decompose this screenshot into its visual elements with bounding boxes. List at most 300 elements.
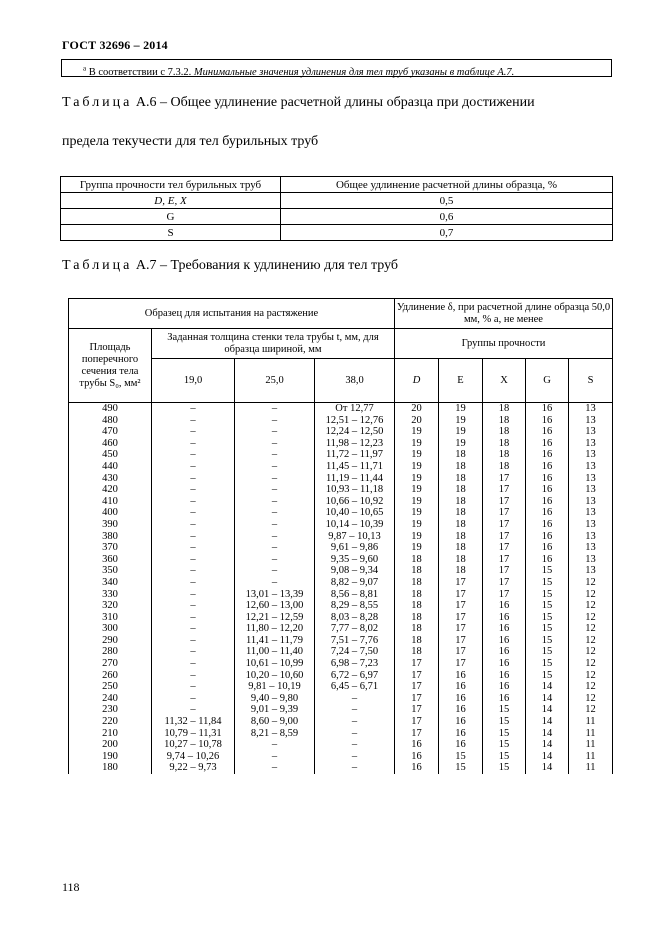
group-s-cell: 11 (569, 728, 613, 740)
group-g-cell: 16 (526, 473, 569, 485)
group-e-cell: 16 (439, 739, 483, 751)
group-x-cell: 16 (483, 612, 526, 624)
group-x-cell: 18 (483, 449, 526, 461)
group-x-cell: 16 (483, 623, 526, 635)
group-x-cell: 17 (483, 519, 526, 531)
wall-19-cell: – (152, 554, 235, 566)
group-g-cell: 16 (526, 531, 569, 543)
group-g-cell: 14 (526, 751, 569, 763)
group-d-cell: 19 (395, 473, 439, 485)
wall-19-cell: – (152, 426, 235, 438)
group-g-cell: 16 (526, 426, 569, 438)
table7-caption (62, 258, 398, 274)
group-e-cell: 17 (439, 623, 483, 635)
footnote-text: В соответствии с 7.3.2. (86, 66, 194, 78)
wall-38-cell: 11,72 – 11,97 (315, 449, 395, 461)
group-x-cell: 16 (483, 693, 526, 705)
wall-19-cell: – (152, 589, 235, 601)
group-x-cell: 18 (483, 461, 526, 473)
header-width-19: 19,0 (152, 359, 235, 403)
group-d-cell: 19 (395, 542, 439, 554)
group-s-cell: 13 (569, 438, 613, 450)
group-d-cell: 16 (395, 751, 439, 763)
group-e-cell: 18 (439, 496, 483, 508)
wall-19-cell: – (152, 403, 235, 415)
header-elongation: Удлинение δ, при расчетной длине образца 50,0 мм, % а, не менее (395, 299, 613, 329)
group-s-cell: 13 (569, 531, 613, 543)
group-g-cell: 15 (526, 577, 569, 589)
wall-25-cell: – (235, 542, 315, 554)
wall-38-cell: – (315, 693, 395, 705)
area-cell: 200 (69, 739, 152, 751)
wall-25-cell: – (235, 739, 315, 751)
table-row (69, 507, 613, 519)
area-cell: 270 (69, 658, 152, 670)
area-cell: 470 (69, 426, 152, 438)
area-cell: 290 (69, 635, 152, 647)
wall-19-cell: 9,22 – 9,73 (152, 762, 235, 774)
table7 (68, 298, 613, 774)
group-e-cell: 16 (439, 704, 483, 716)
wall-19-cell: – (152, 484, 235, 496)
area-cell: 260 (69, 670, 152, 682)
group-x-cell: 17 (483, 554, 526, 566)
wall-38-cell: От 12,77 (315, 403, 395, 415)
table-row (69, 461, 613, 473)
group-x-cell: 17 (483, 507, 526, 519)
wall-38-cell: 10,66 – 10,92 (315, 496, 395, 508)
wall-38-cell: 8,82 – 9,07 (315, 577, 395, 589)
area-cell: 380 (69, 531, 152, 543)
group-s-cell: 11 (569, 716, 613, 728)
page-header: ГОСТ 32696 – 2014 (62, 38, 168, 52)
group-s-cell: 11 (569, 739, 613, 751)
table-row (69, 426, 613, 438)
wall-38-cell: 8,56 – 8,81 (315, 589, 395, 601)
table-row (69, 646, 613, 658)
group-s-cell: 12 (569, 670, 613, 682)
area-cell: 440 (69, 461, 152, 473)
table7-caption-text: А.7 – Требования к удлинению для тел труб (135, 258, 399, 273)
group-x-cell: 17 (483, 542, 526, 554)
wall-38-cell: 10,40 – 10,65 (315, 507, 395, 519)
table6-group-cell: G (61, 209, 281, 225)
group-s-cell: 13 (569, 565, 613, 577)
wall-19-cell: – (152, 496, 235, 508)
table-row (69, 728, 613, 740)
wall-25-cell: – (235, 762, 315, 774)
group-e-cell: 16 (439, 681, 483, 693)
group-g-cell: 16 (526, 403, 569, 415)
wall-25-cell: – (235, 484, 315, 496)
area-cell: 420 (69, 484, 152, 496)
wall-19-cell: – (152, 658, 235, 670)
group-s-cell: 13 (569, 542, 613, 554)
wall-25-cell: – (235, 473, 315, 485)
group-d-cell: 16 (395, 739, 439, 751)
table-row (69, 589, 613, 601)
group-e-cell: 16 (439, 728, 483, 740)
group-g-cell: 16 (526, 438, 569, 450)
group-s-cell: 13 (569, 496, 613, 508)
table6-value-cell: 0,5 (281, 193, 613, 209)
group-d-cell: 18 (395, 623, 439, 635)
group-e-cell: 18 (439, 449, 483, 461)
group-s-cell: 13 (569, 484, 613, 496)
group-e-cell: 16 (439, 693, 483, 705)
group-e-cell: 19 (439, 438, 483, 450)
group-g-cell: 15 (526, 565, 569, 577)
table-row (69, 739, 613, 751)
wall-19-cell: 11,32 – 11,84 (152, 716, 235, 728)
group-x-cell: 15 (483, 739, 526, 751)
table-row (69, 403, 613, 415)
wall-19-cell: – (152, 635, 235, 647)
table-row (61, 225, 613, 241)
group-g-cell: 16 (526, 415, 569, 427)
wall-25-cell: 9,40 – 9,80 (235, 693, 315, 705)
area-cell: 330 (69, 589, 152, 601)
group-x-cell: 17 (483, 496, 526, 508)
wall-19-cell: – (152, 473, 235, 485)
wall-19-cell: 9,74 – 10,26 (152, 751, 235, 763)
group-e-cell: 15 (439, 751, 483, 763)
group-s-cell: 12 (569, 646, 613, 658)
wall-38-cell: – (315, 751, 395, 763)
table6-value-cell: 0,6 (281, 209, 613, 225)
group-g-cell: 15 (526, 635, 569, 647)
group-g-cell: 16 (526, 507, 569, 519)
header-group-e: E (439, 359, 483, 403)
table-row (69, 658, 613, 670)
wall-25-cell: 12,60 – 13,00 (235, 600, 315, 612)
group-x-cell: 16 (483, 658, 526, 670)
wall-38-cell: 9,35 – 9,60 (315, 554, 395, 566)
table-row (69, 751, 613, 763)
area-cell: 460 (69, 438, 152, 450)
group-d-cell: 20 (395, 403, 439, 415)
group-g-cell: 16 (526, 542, 569, 554)
area-cell: 240 (69, 693, 152, 705)
group-d-cell: 19 (395, 519, 439, 531)
wall-25-cell: – (235, 461, 315, 473)
group-x-cell: 17 (483, 565, 526, 577)
group-e-cell: 18 (439, 531, 483, 543)
wall-25-cell: – (235, 751, 315, 763)
table-row (69, 704, 613, 716)
footnote-box (61, 59, 612, 77)
wall-38-cell: 6,45 – 6,71 (315, 681, 395, 693)
group-d-cell: 19 (395, 531, 439, 543)
group-s-cell: 13 (569, 554, 613, 566)
group-d-cell: 17 (395, 693, 439, 705)
group-s-cell: 12 (569, 589, 613, 601)
wall-38-cell: 9,87 – 10,13 (315, 531, 395, 543)
table-row (69, 449, 613, 461)
wall-19-cell: – (152, 670, 235, 682)
group-x-cell: 15 (483, 728, 526, 740)
area-cell: 370 (69, 542, 152, 554)
group-e-cell: 17 (439, 658, 483, 670)
wall-19-cell: – (152, 646, 235, 658)
wall-19-cell: – (152, 531, 235, 543)
wall-38-cell: 11,98 – 12,23 (315, 438, 395, 450)
table-row (69, 415, 613, 427)
header-group-x: X (483, 359, 526, 403)
group-s-cell: 11 (569, 751, 613, 763)
group-s-cell: 12 (569, 612, 613, 624)
table-row (69, 484, 613, 496)
group-s-cell: 13 (569, 461, 613, 473)
group-e-cell: 15 (439, 762, 483, 774)
group-x-cell: 15 (483, 762, 526, 774)
wall-25-cell: 11,41 – 11,79 (235, 635, 315, 647)
group-s-cell: 12 (569, 623, 613, 635)
group-s-cell: 13 (569, 449, 613, 461)
group-g-cell: 15 (526, 646, 569, 658)
wall-19-cell: – (152, 565, 235, 577)
wall-19-cell: – (152, 542, 235, 554)
group-x-cell: 16 (483, 635, 526, 647)
group-g-cell: 14 (526, 728, 569, 740)
group-s-cell: 12 (569, 600, 613, 612)
wall-19-cell: – (152, 681, 235, 693)
wall-19-cell: – (152, 693, 235, 705)
group-g-cell: 15 (526, 670, 569, 682)
area-cell: 320 (69, 600, 152, 612)
area-cell: 180 (69, 762, 152, 774)
table-row (69, 612, 613, 624)
wall-25-cell: – (235, 415, 315, 427)
table-row (69, 670, 613, 682)
group-g-cell: 14 (526, 739, 569, 751)
wall-38-cell: 8,03 – 8,28 (315, 612, 395, 624)
table7-caption-label: Таблица (62, 258, 133, 273)
wall-25-cell: – (235, 403, 315, 415)
group-g-cell: 14 (526, 681, 569, 693)
group-e-cell: 18 (439, 473, 483, 485)
group-d-cell: 17 (395, 728, 439, 740)
group-d-cell: 18 (395, 565, 439, 577)
group-g-cell: 14 (526, 693, 569, 705)
wall-19-cell: – (152, 612, 235, 624)
table-row (69, 554, 613, 566)
wall-19-cell: – (152, 704, 235, 716)
group-d-cell: 19 (395, 438, 439, 450)
table-row (69, 531, 613, 543)
table7-body (69, 403, 613, 775)
group-d-cell: 17 (395, 704, 439, 716)
group-d-cell: 17 (395, 716, 439, 728)
group-g-cell: 16 (526, 484, 569, 496)
table-row (69, 473, 613, 485)
group-g-cell: 16 (526, 519, 569, 531)
wall-19-cell: – (152, 461, 235, 473)
table6-col2-header: Общее удлинение расчетной длины образца, % (281, 177, 613, 193)
group-e-cell: 18 (439, 507, 483, 519)
wall-25-cell: 11,80 – 12,20 (235, 623, 315, 635)
header-groups: Группы прочности (395, 329, 613, 359)
wall-25-cell: – (235, 565, 315, 577)
group-e-cell: 17 (439, 600, 483, 612)
wall-38-cell: 7,51 – 7,76 (315, 635, 395, 647)
wall-38-cell: 9,61 – 9,86 (315, 542, 395, 554)
wall-25-cell: 8,21 – 8,59 (235, 728, 315, 740)
group-e-cell: 18 (439, 542, 483, 554)
group-g-cell: 15 (526, 623, 569, 635)
table6-group-cell: D, E, X (61, 193, 281, 209)
group-g-cell: 15 (526, 600, 569, 612)
wall-25-cell: – (235, 531, 315, 543)
group-x-cell: 17 (483, 473, 526, 485)
table-row (61, 193, 613, 209)
group-x-cell: 18 (483, 403, 526, 415)
wall-19-cell: 10,79 – 11,31 (152, 728, 235, 740)
group-d-cell: 19 (395, 426, 439, 438)
table6-caption-label: Таблица (62, 95, 133, 110)
group-g-cell: 16 (526, 554, 569, 566)
area-cell: 300 (69, 623, 152, 635)
table6-caption-text: А.6 – Общее удлинение расчетной длины образца при достижении (135, 95, 535, 110)
wall-38-cell: – (315, 762, 395, 774)
group-s-cell: 12 (569, 577, 613, 589)
group-x-cell: 17 (483, 589, 526, 601)
area-cell: 430 (69, 473, 152, 485)
area-cell: 220 (69, 716, 152, 728)
group-d-cell: 19 (395, 449, 439, 461)
group-s-cell: 12 (569, 635, 613, 647)
group-x-cell: 18 (483, 415, 526, 427)
group-x-cell: 15 (483, 716, 526, 728)
group-g-cell: 16 (526, 449, 569, 461)
table-row (69, 600, 613, 612)
wall-19-cell: – (152, 449, 235, 461)
group-g-cell: 15 (526, 658, 569, 670)
group-d-cell: 18 (395, 635, 439, 647)
area-cell: 480 (69, 415, 152, 427)
group-g-cell: 16 (526, 496, 569, 508)
wall-25-cell: 9,81 – 10,19 (235, 681, 315, 693)
table-row (69, 438, 613, 450)
wall-38-cell: 11,19 – 11,44 (315, 473, 395, 485)
group-e-cell: 17 (439, 612, 483, 624)
group-d-cell: 17 (395, 670, 439, 682)
group-e-cell: 17 (439, 646, 483, 658)
wall-25-cell: – (235, 554, 315, 566)
wall-19-cell: – (152, 507, 235, 519)
group-g-cell: 16 (526, 461, 569, 473)
group-s-cell: 13 (569, 519, 613, 531)
table-row (69, 496, 613, 508)
group-d-cell: 19 (395, 461, 439, 473)
group-x-cell: 18 (483, 438, 526, 450)
header-sample: Образец для испытания на растяжение (69, 299, 395, 329)
group-s-cell: 11 (569, 762, 613, 774)
wall-38-cell: 10,14 – 10,39 (315, 519, 395, 531)
table-row (61, 209, 613, 225)
group-x-cell: 15 (483, 751, 526, 763)
group-s-cell: 12 (569, 681, 613, 693)
area-cell: 490 (69, 403, 152, 415)
wall-25-cell: 10,61 – 10,99 (235, 658, 315, 670)
wall-25-cell: – (235, 507, 315, 519)
wall-25-cell: – (235, 519, 315, 531)
table-row (69, 693, 613, 705)
wall-19-cell: – (152, 519, 235, 531)
wall-25-cell: 13,01 – 13,39 (235, 589, 315, 601)
group-e-cell: 18 (439, 554, 483, 566)
wall-25-cell: – (235, 496, 315, 508)
area-cell: 210 (69, 728, 152, 740)
wall-38-cell: 12,24 – 12,50 (315, 426, 395, 438)
table-row (69, 577, 613, 589)
area-cell: 190 (69, 751, 152, 763)
area-cell: 250 (69, 681, 152, 693)
table-row (69, 762, 613, 774)
wall-19-cell: – (152, 438, 235, 450)
area-cell: 310 (69, 612, 152, 624)
wall-19-cell: – (152, 577, 235, 589)
group-d-cell: 20 (395, 415, 439, 427)
header-wall: Заданная толщина стенки тела трубы t, мм, для образца шириной, мм (152, 329, 395, 359)
wall-38-cell: – (315, 728, 395, 740)
group-g-cell: 14 (526, 762, 569, 774)
area-cell: 340 (69, 577, 152, 589)
group-e-cell: 19 (439, 426, 483, 438)
group-s-cell: 13 (569, 403, 613, 415)
wall-25-cell: – (235, 426, 315, 438)
group-x-cell: 16 (483, 646, 526, 658)
group-x-cell: 18 (483, 426, 526, 438)
area-cell: 390 (69, 519, 152, 531)
group-e-cell: 19 (439, 415, 483, 427)
wall-38-cell: 7,77 – 8,02 (315, 623, 395, 635)
wall-19-cell: 10,27 – 10,78 (152, 739, 235, 751)
table6-group-cell: S (61, 225, 281, 241)
wall-38-cell: 7,24 – 7,50 (315, 646, 395, 658)
group-x-cell: 17 (483, 577, 526, 589)
area-cell: 450 (69, 449, 152, 461)
wall-38-cell: 6,72 – 6,97 (315, 670, 395, 682)
group-s-cell: 12 (569, 704, 613, 716)
wall-25-cell: – (235, 449, 315, 461)
group-e-cell: 18 (439, 461, 483, 473)
group-g-cell: 15 (526, 589, 569, 601)
group-e-cell: 16 (439, 716, 483, 728)
wall-19-cell: – (152, 415, 235, 427)
wall-38-cell: 12,51 – 12,76 (315, 415, 395, 427)
group-d-cell: 17 (395, 658, 439, 670)
page-number: 118 (62, 880, 80, 894)
group-e-cell: 17 (439, 635, 483, 647)
table6-caption-line2: предела текучести для тел бурильных труб (62, 134, 319, 149)
group-e-cell: 16 (439, 670, 483, 682)
group-x-cell: 17 (483, 531, 526, 543)
wall-25-cell: 10,20 – 10,60 (235, 670, 315, 682)
header-width-38: 38,0 (315, 359, 395, 403)
group-d-cell: 18 (395, 589, 439, 601)
group-e-cell: 19 (439, 403, 483, 415)
group-s-cell: 13 (569, 473, 613, 485)
table-row (69, 519, 613, 531)
area-cell: 360 (69, 554, 152, 566)
group-e-cell: 18 (439, 565, 483, 577)
header-area: Площадь поперечного сечения тела трубы S₀, мм² (69, 329, 152, 403)
group-d-cell: 19 (395, 496, 439, 508)
group-x-cell: 16 (483, 681, 526, 693)
group-x-cell: 17 (483, 484, 526, 496)
group-s-cell: 13 (569, 426, 613, 438)
